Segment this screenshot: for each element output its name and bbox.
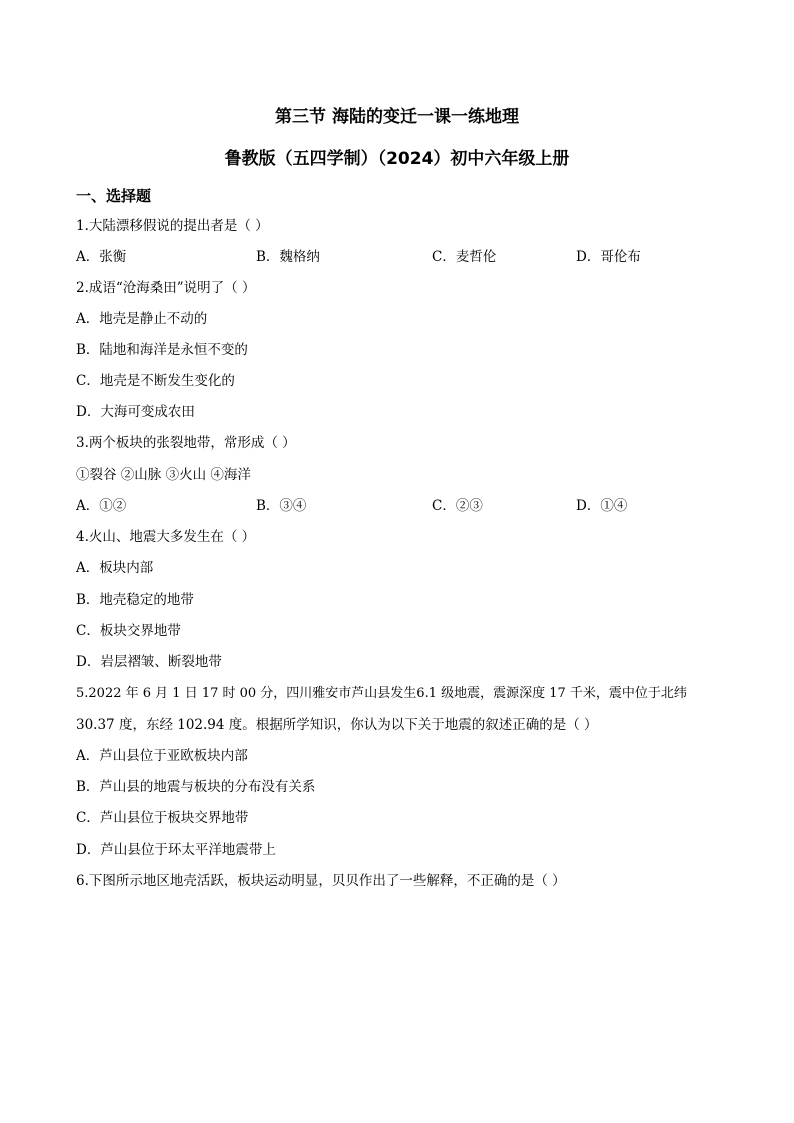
question-3-stem: 3.两个板块的张裂地带，常形成（ ）	[76, 435, 296, 451]
q4-option-c: C．板块交界地带	[76, 623, 181, 639]
q5-option-d: D．芦山县位于环太平洋地震带上	[76, 842, 276, 858]
q3-sub-items: ①裂谷 ②山脉 ③火山 ④海洋	[76, 467, 251, 483]
question-6-stem: 6.下图所示地区地壳活跃，板块运动明显，贝贝作出了一些解释，不正确的是（ ）	[76, 873, 566, 889]
q3-option-c: C．②③	[432, 498, 483, 514]
q4-option-b: B．地壳稳定的地带	[76, 592, 194, 608]
section-title: 一、选择题	[76, 187, 152, 205]
question-5-stem-line-2: 30.37 度，东经 102.94 度。根据所学知识，你认为以下关于地震的叙述正确的是（ ）	[76, 717, 598, 733]
q3-option-d: D．①④	[576, 498, 628, 514]
title-line-2: 鲁教版（五四学制）（2024）初中六年级上册	[224, 149, 570, 169]
q3-option-b: B．③④	[256, 498, 307, 514]
q2-option-a: A．地壳是静止不动的	[76, 311, 208, 327]
q5-option-b: B．芦山县的地震与板块的分布没有关系	[76, 779, 316, 795]
question-1-stem: 1.大陆漂移假说的提出者是（ ）	[76, 218, 269, 234]
q2-option-d: D．大海可变成农田	[76, 404, 195, 420]
question-2-stem: 2.成语“沧海桑田”说明了（ ）	[76, 280, 256, 296]
q1-option-b: B．魏格纳	[256, 249, 320, 265]
q1-option-d: D．哥伦布	[576, 249, 641, 265]
q5-option-a: A．芦山县位于亚欧板块内部	[76, 748, 248, 764]
q5-option-c: C．芦山县位于板块交界地带	[76, 810, 249, 826]
q2-option-c: C．地壳是不断发生变化的	[76, 373, 235, 389]
question-5-stem-line-1: 5.2022 年 6 月 1 日 17 时 00 分，四川雅安市芦山县发生6.1 级地震，震源深度 17 千米，震中位于北纬	[76, 686, 687, 701]
q2-option-b: B．陆地和海洋是永恒不变的	[76, 342, 248, 358]
question-4-stem: 4.火山、地震大多发生在（ ）	[76, 529, 256, 545]
q4-option-d: D．岩层褶皱、断裂地带	[76, 654, 222, 670]
title-line-1: 第三节 海陆的变迁一课一练地理	[275, 107, 519, 127]
q4-option-a: A．板块内部	[76, 560, 154, 576]
q3-option-a: A．①②	[76, 498, 127, 514]
q1-option-c: C．麦哲伦	[432, 249, 497, 265]
q1-option-a: A．张衡	[76, 249, 127, 265]
